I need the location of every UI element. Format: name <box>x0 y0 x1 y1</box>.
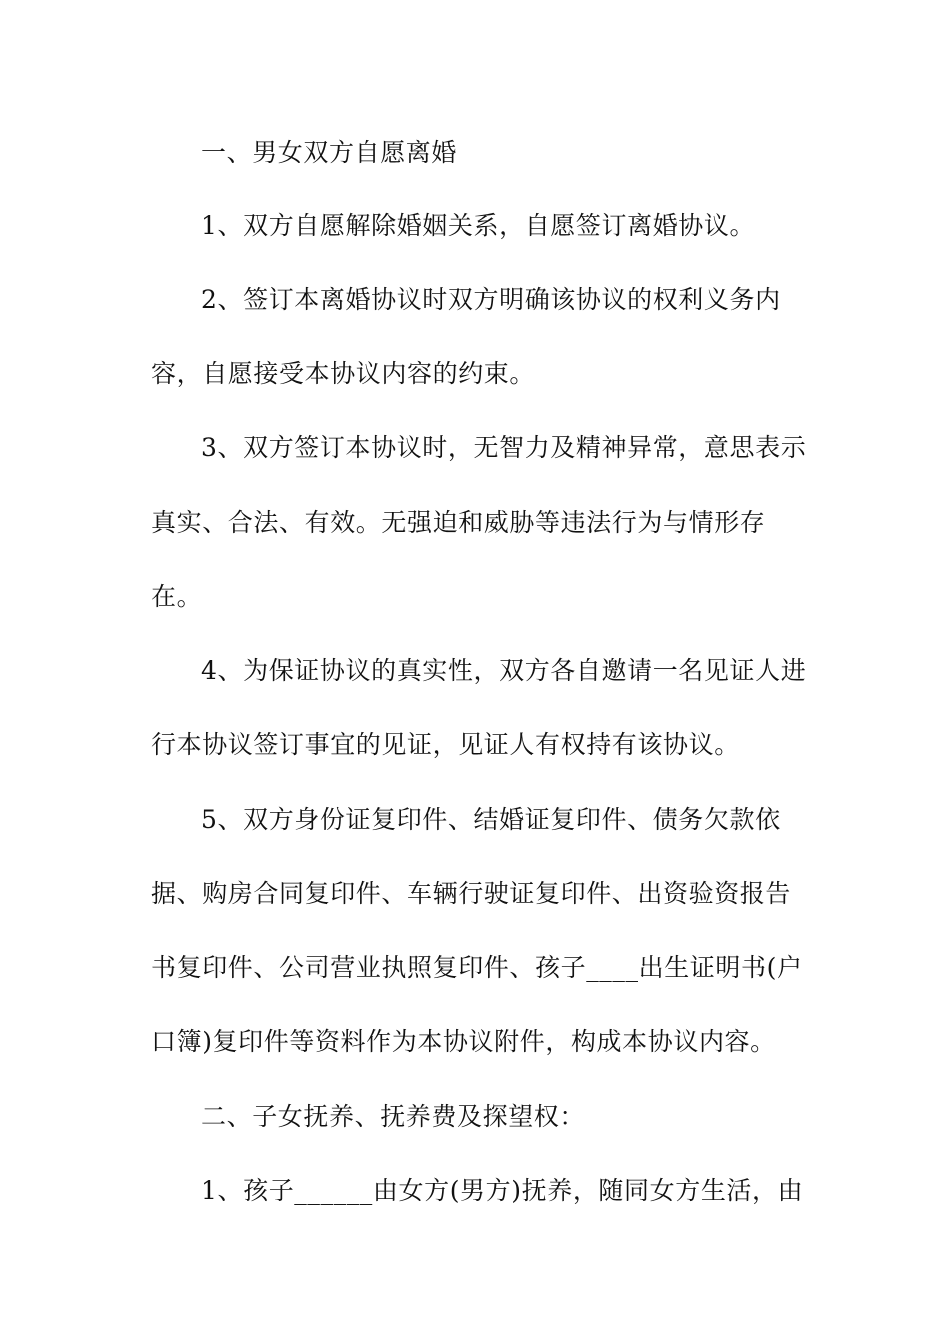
section-heading-1: 一、男女双方自愿离婚 <box>201 138 458 167</box>
clause-1-5-line-4: 口簿)复印件等资料作为本协议附件，构成本协议内容。 <box>151 1027 776 1056</box>
clause-1-2-line-1: 2、签订本离婚协议时双方明确该协议的权利义务内 <box>201 285 781 314</box>
clause-1-5-line-2: 据、购房合同复印件、车辆行驶证复印件、出资验资报告 <box>151 879 792 908</box>
section-heading-2: 二、子女抚养、抚养费及探望权： <box>201 1102 586 1131</box>
clause-1-5-line-3: 书复印件、公司营业执照复印件、孩子____出生证明书(户 <box>151 953 803 982</box>
clause-1-2-line-2: 容，自愿接受本协议内容的约束。 <box>151 359 536 388</box>
clause-2-1-line-1: 1、孩子______由女方(男方)抚养，随同女方生活，由 <box>201 1176 804 1205</box>
clause-1-3-line-2: 真实、合法、有效。无强迫和威胁等违法行为与情形存 <box>151 508 766 537</box>
clause-1-3-line-1: 3、双方签订本协议时，无智力及精神异常，意思表示 <box>201 433 807 462</box>
clause-1-3-line-3: 在。 <box>151 582 203 611</box>
clause-1-5-line-1: 5、双方身份证复印件、结婚证复印件、债务欠款依 <box>201 805 781 834</box>
clause-1-4-line-1: 4、为保证协议的真实性，双方各自邀请一名见证人进 <box>201 656 807 685</box>
clause-1-1: 1、双方自愿解除婚姻关系，自愿签订离婚协议。 <box>201 211 756 240</box>
clause-1-4-line-2: 行本协议签订事宜的见证，见证人有权持有该协议。 <box>151 730 740 759</box>
